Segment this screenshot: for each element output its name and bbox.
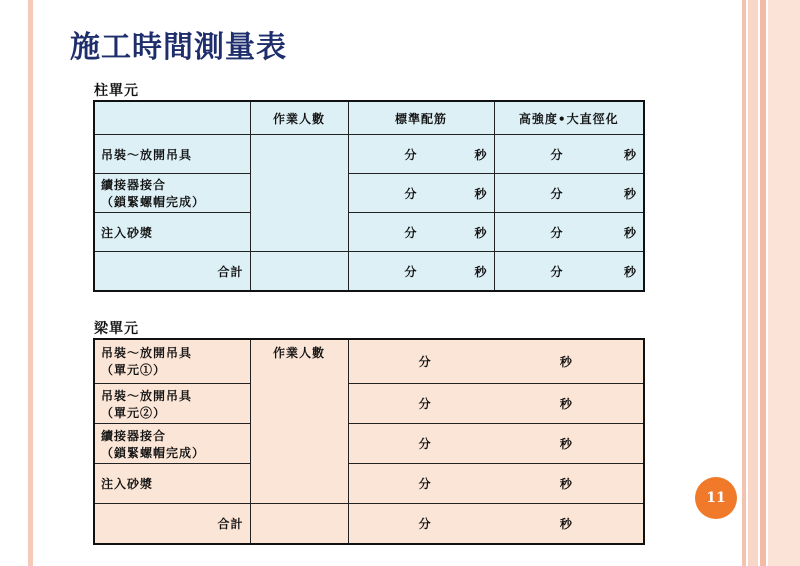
table-row bbox=[94, 384, 644, 424]
row-label: 注入砂漿 bbox=[94, 213, 250, 252]
high-strength-total-cell: 分 秒 bbox=[494, 252, 644, 292]
right-decorative-bars bbox=[742, 0, 800, 566]
workers-total-cell bbox=[250, 504, 348, 545]
page-number-badge: 11 bbox=[695, 477, 737, 519]
table-row bbox=[94, 135, 644, 174]
row-label: 注入砂漿 bbox=[94, 464, 250, 504]
table-row bbox=[94, 213, 644, 252]
total-row bbox=[94, 252, 644, 292]
high-strength-time-cell: 分 秒 bbox=[494, 135, 644, 174]
left-decorative-stripe bbox=[28, 0, 33, 566]
time-cell: 分 秒 bbox=[348, 464, 644, 504]
time-cell: 分 秒 bbox=[348, 339, 644, 384]
total-label: 合計 bbox=[94, 252, 250, 292]
total-label: 合計 bbox=[94, 504, 250, 545]
beam-section-label: 梁單元 bbox=[94, 321, 139, 337]
time-cell: 分 秒 bbox=[348, 424, 644, 464]
header-high-strength: 高強度•大直徑化 bbox=[494, 101, 644, 135]
table-row bbox=[94, 464, 644, 504]
header-standard-rebar: 標準配筋 bbox=[348, 101, 494, 135]
time-cell: 分 秒 bbox=[348, 384, 644, 424]
table-header-row bbox=[94, 101, 644, 135]
page-title: 施工時間測量表 bbox=[70, 30, 287, 65]
high-strength-time-cell: 分 秒 bbox=[494, 174, 644, 213]
standard-total-cell: 分 秒 bbox=[348, 252, 494, 292]
table-row bbox=[94, 424, 644, 464]
column-section-label: 柱單元 bbox=[94, 83, 139, 99]
beam-unit-table bbox=[93, 338, 645, 545]
standard-time-cell: 分 秒 bbox=[348, 174, 494, 213]
row-label: 續接器接合 （鎖緊螺帽完成） bbox=[94, 174, 250, 213]
table-row bbox=[94, 174, 644, 213]
workers-cell bbox=[250, 135, 348, 252]
total-time-cell: 分 秒 bbox=[348, 504, 644, 545]
standard-time-cell: 分 秒 bbox=[348, 135, 494, 174]
standard-time-cell: 分 秒 bbox=[348, 213, 494, 252]
workers-header: 作業人數 bbox=[250, 339, 348, 504]
workers-total-cell bbox=[250, 252, 348, 292]
row-label: 吊裝〜放開吊具 （單元②） bbox=[94, 384, 250, 424]
row-label: 吊裝〜放開吊具 （單元①） bbox=[94, 339, 250, 384]
column-unit-table bbox=[93, 100, 645, 292]
row-label: 續接器接合 （鎖緊螺帽完成） bbox=[94, 424, 250, 464]
table-row bbox=[94, 339, 644, 384]
high-strength-time-cell: 分 秒 bbox=[494, 213, 644, 252]
header-workers: 作業人數 bbox=[250, 101, 348, 135]
header-cell-blank bbox=[94, 101, 250, 135]
total-row bbox=[94, 504, 644, 545]
row-label: 吊裝〜放開吊具 bbox=[94, 135, 250, 174]
